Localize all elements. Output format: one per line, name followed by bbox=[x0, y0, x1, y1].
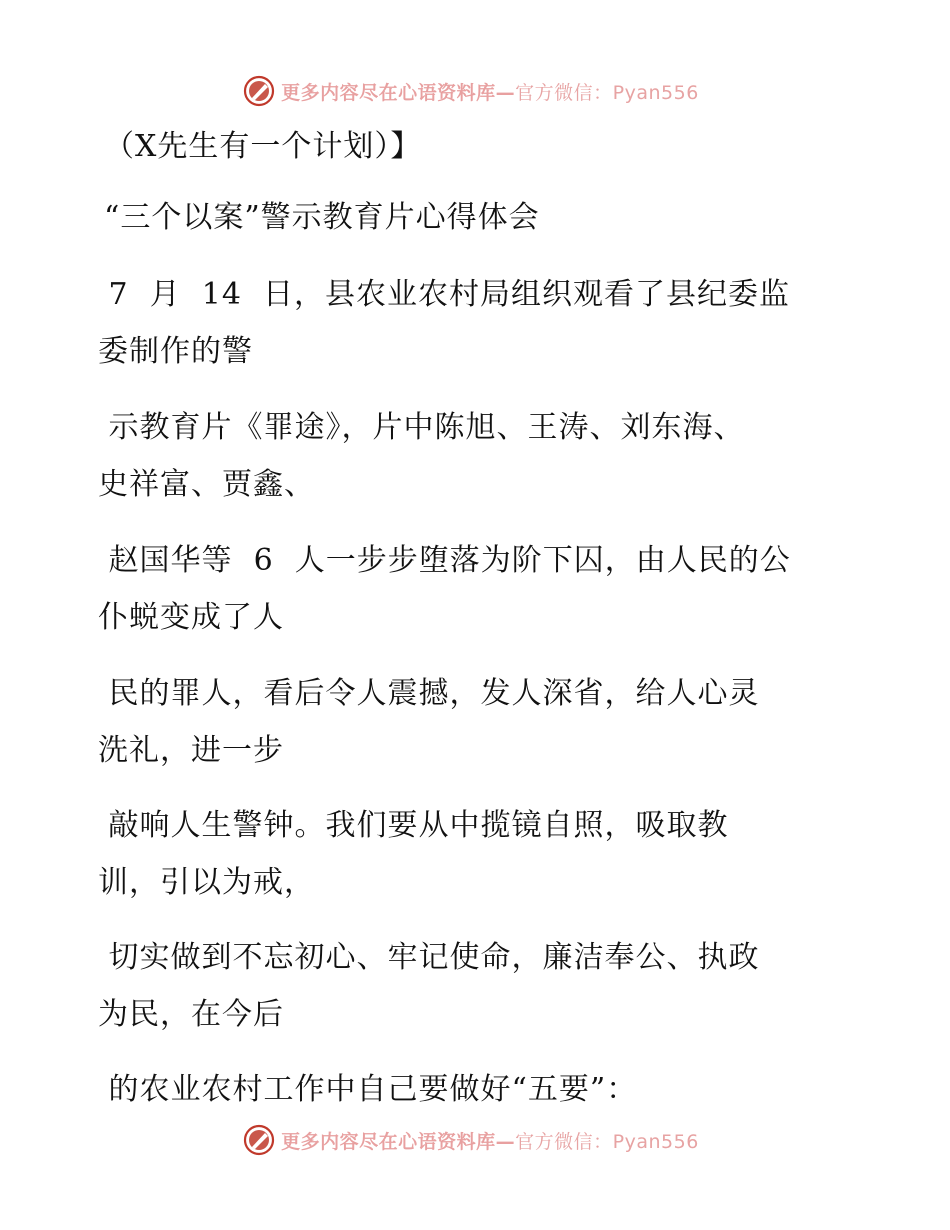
watermark-banner-top bbox=[0, 71, 950, 111]
watermark-slogan: 更多内容尽在心语资料库 bbox=[281, 1130, 496, 1153]
document-title: “三个以案”警示教育片心得体会 bbox=[104, 200, 540, 235]
watermark-slogan: 更多内容尽在心语资料库 bbox=[281, 81, 496, 104]
document-line: 为民，在今后 bbox=[98, 997, 284, 1032]
pen-seal-icon bbox=[243, 75, 275, 107]
document-line: 敲响人生警钟。我们要从中揽镜自照，吸取教 bbox=[98, 808, 729, 843]
document-line: 的农业农村工作中自己要做好“五要”： bbox=[98, 1072, 638, 1107]
document-line: 仆蜕变成了人 bbox=[98, 600, 284, 635]
watermark-dash: — bbox=[495, 1130, 516, 1153]
document-line: 训，引以为戒， bbox=[98, 865, 315, 900]
document-line: （X先生有一个计划）】 bbox=[104, 129, 422, 164]
document-line: 示教育片《罪途》，片中陈旭、王涛、刘东海、 bbox=[98, 410, 745, 445]
document-line: 史祥富、贾鑫、 bbox=[98, 467, 315, 502]
pen-seal-icon bbox=[243, 1124, 275, 1156]
document-line: 切实做到不忘初心、牢记使命，廉洁奉公、执政 bbox=[98, 940, 760, 975]
watermark-banner-bottom bbox=[0, 1120, 950, 1160]
watermark-text bbox=[281, 1127, 699, 1154]
document-line: 洗礼，进一步 bbox=[98, 733, 284, 768]
document-line: 7 月 14 日，县农业农村局组织观看了县纪委监 bbox=[98, 277, 791, 312]
watermark-dash: — bbox=[495, 81, 516, 104]
watermark-text bbox=[281, 78, 699, 105]
watermark-wechat: 官方微信：Pyan556 bbox=[515, 1130, 699, 1153]
document-line: 民的罪人，看后令人震撼，发人深省，给人心灵 bbox=[98, 676, 760, 711]
document-line: 赵国华等 6 人一步步堕落为阶下囚，由人民的公 bbox=[98, 543, 791, 578]
document-line: 委制作的警 bbox=[98, 334, 253, 369]
watermark-wechat: 官方微信：Pyan556 bbox=[515, 81, 699, 104]
